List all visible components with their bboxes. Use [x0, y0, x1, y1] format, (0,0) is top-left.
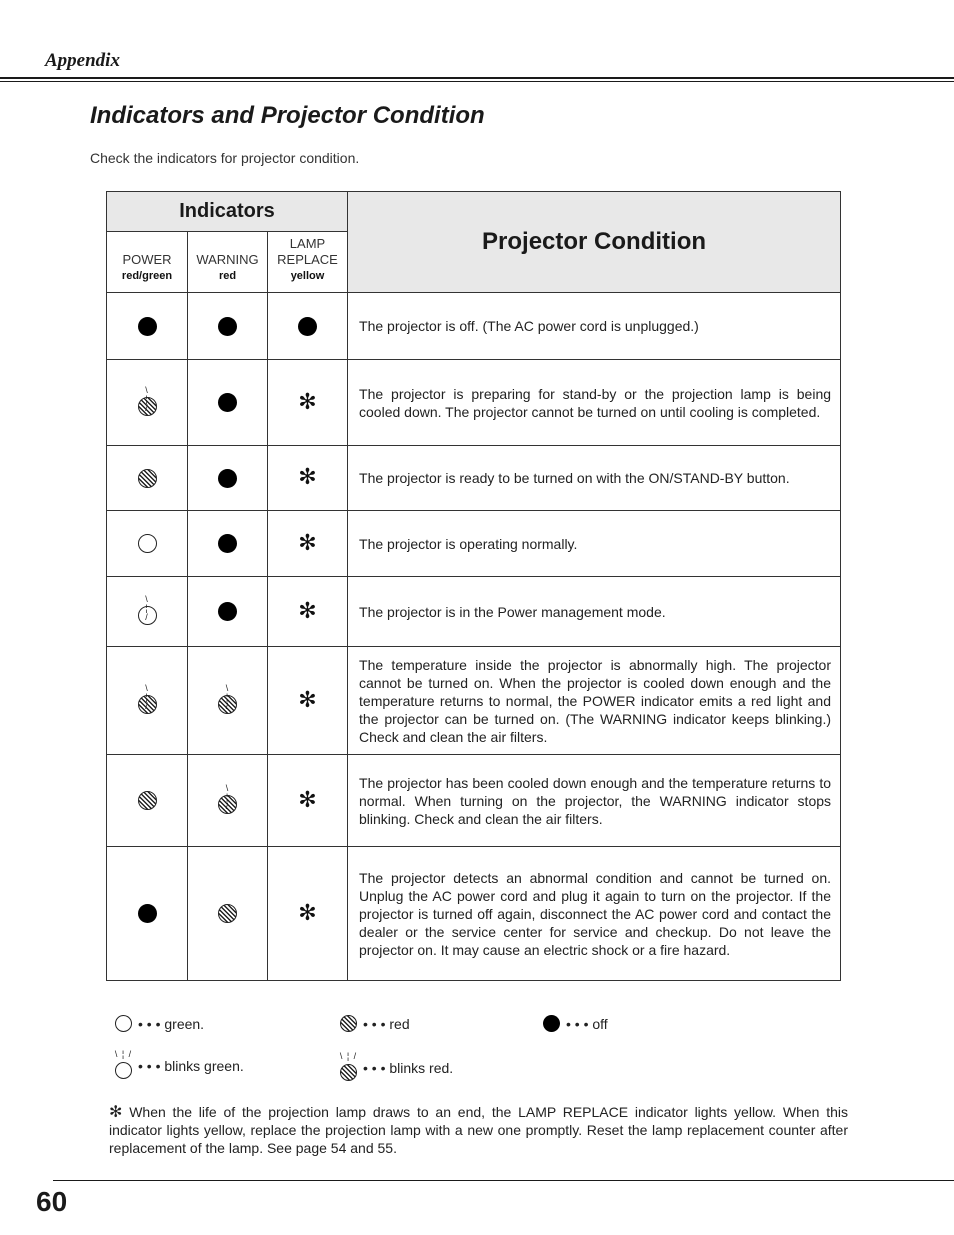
table-row — [107, 755, 841, 847]
off-led-icon — [218, 469, 237, 486]
blink-green-led-icon: \ ¦ / — [115, 1053, 132, 1079]
lamp-indicator-cell — [268, 647, 348, 755]
warning-indicator-cell — [188, 360, 268, 446]
asterisk-icon: ✻ — [298, 687, 317, 713]
condition-text: The projector is preparing for stand-by or the projection lamp is being cooled down. The projector cannot be turned on until cooling is completed. — [348, 360, 841, 446]
off-led-icon — [218, 317, 237, 334]
warning-indicator-cell — [188, 847, 268, 981]
indicators-header: Indicators — [107, 192, 348, 232]
power-indicator-cell — [107, 446, 188, 511]
lamp-indicator-cell — [268, 511, 348, 577]
legend-green — [115, 1015, 204, 1032]
warning-indicator-cell — [188, 446, 268, 511]
indicator-table — [106, 191, 841, 981]
off-led-icon — [218, 535, 237, 552]
table-row — [107, 511, 841, 577]
lamp-indicator-cell — [268, 293, 348, 360]
column-header-0 — [107, 232, 188, 293]
header-rule-thin — [0, 81, 954, 82]
green-led-icon — [138, 535, 157, 552]
legend-red-label: • • • red — [363, 1015, 410, 1032]
lamp-indicator-cell — [268, 446, 348, 511]
off-led-icon — [298, 317, 317, 334]
off-led-icon — [218, 603, 237, 620]
table-row — [107, 446, 841, 511]
column-color: red/green — [121, 270, 173, 282]
column-name: WARNING — [196, 252, 259, 267]
legend-off-label: • • • off — [566, 1015, 608, 1032]
power-indicator-cell — [107, 360, 188, 446]
blink-red-led-icon: \ ¦ / — [340, 1055, 357, 1081]
lamp-footnote — [109, 1103, 848, 1157]
power-indicator-cell — [107, 511, 188, 577]
condition-text: The projector is operating normally. — [348, 511, 841, 577]
page-number: 60 — [36, 1186, 68, 1217]
red-led-icon — [138, 792, 157, 809]
column-name: POWER — [122, 252, 172, 267]
off-led-icon — [218, 394, 237, 411]
legend-blink-red — [339, 1051, 454, 1081]
warning-indicator-cell — [188, 577, 268, 647]
lamp-indicator-cell — [268, 847, 348, 981]
table-row — [107, 647, 841, 755]
lamp-indicator-cell — [268, 577, 348, 647]
red-led-icon — [340, 1015, 357, 1032]
condition-text: The projector is in the Power management mode. — [348, 577, 841, 647]
column-name: LAMP REPLACE — [277, 236, 338, 267]
asterisk-icon: ✻ — [298, 465, 317, 490]
warning-indicator-cell — [188, 647, 268, 755]
condition-text: The projector detects an abnormal condition and cannot be turned on. Unplug the AC power cord and plug it again to turn on the projector. If the projector is turned off again, disconnect the AC power cord and contact the dealer or the service center for service and checkup. Do not leave the projector on. It may cause an electric shock or a fire hazard. — [348, 847, 841, 981]
off-led-icon — [138, 905, 157, 922]
green-led-icon — [115, 1015, 132, 1032]
column-header-1 — [188, 232, 268, 293]
blink-red-led-icon: \ ¦ / — [218, 687, 237, 714]
legend-blink-green — [114, 1049, 244, 1079]
asterisk-icon: ✻ — [298, 530, 317, 556]
condition-text: The projector is off. (The AC power cord is unplugged.) — [348, 293, 841, 360]
footer-rule — [53, 1180, 954, 1181]
warning-indicator-cell — [188, 293, 268, 360]
power-indicator-cell — [107, 847, 188, 981]
footnote-text: When the life of the projection lamp draws to an end, the LAMP REPLACE indicator lights yellow. When this indicator lights yellow, replace the projection lamp with a new one promptly. Reset the lamp replacement counter after replacement of the lamp. See page 54 and 55. — [109, 1104, 848, 1156]
table-row — [107, 360, 841, 446]
column-color: yellow — [290, 270, 325, 282]
power-indicator-cell — [107, 293, 188, 360]
off-led-icon — [138, 317, 157, 334]
column-header-2 — [268, 232, 348, 293]
condition-text: The projector is ready to be turned on with the ON/STAND-BY button. — [348, 446, 841, 511]
warning-indicator-cell — [188, 755, 268, 847]
legend-red — [340, 1015, 410, 1032]
table-row — [107, 847, 841, 981]
asterisk-icon: ✻ — [109, 1102, 123, 1121]
legend-blink-red-label: • • • blinks red. — [363, 1059, 454, 1076]
asterisk-icon: ✻ — [298, 389, 317, 415]
off-led-icon — [543, 1015, 560, 1032]
page-title: Indicators and Projector Condition — [90, 102, 485, 129]
power-indicator-cell — [107, 755, 188, 847]
blink-red-led-icon: \ ¦ / — [138, 389, 157, 416]
column-color: red — [218, 270, 237, 282]
blink-green-led-icon: \ ¦ / — [138, 598, 157, 625]
legend-off — [543, 1015, 608, 1032]
lamp-indicator-cell — [268, 360, 348, 446]
power-indicator-cell — [107, 577, 188, 647]
blink-red-led-icon: \ ¦ / — [218, 787, 237, 814]
asterisk-icon: ✻ — [298, 900, 317, 926]
intro-text: Check the indicators for projector condition. — [90, 150, 360, 166]
legend-blink-green-label: • • • blinks green. — [138, 1057, 244, 1074]
blink-red-led-icon: \ ¦ / — [138, 687, 157, 714]
condition-header: Projector Condition — [348, 192, 841, 293]
red-led-icon — [218, 905, 237, 922]
section-header: Appendix — [45, 50, 120, 71]
condition-text: The temperature inside the projector is abnormally high. The projector cannot be turned on. When the projector is cooled down enough and the temperature returns to normal, the POWER indicator emits a red light and the projector can be turned on. (The WARNING indicator keeps blinking.) Check and clean the air filters. — [348, 647, 841, 755]
condition-text: The projector has been cooled down enough and the temperature returns to normal. When turning on the projector, the WARNING indicator stops blinking. Check and clean the air filters. — [348, 755, 841, 847]
header-rule — [0, 77, 954, 79]
asterisk-icon: ✻ — [298, 787, 317, 813]
table-row — [107, 293, 841, 360]
table-row — [107, 577, 841, 647]
lamp-indicator-cell — [268, 755, 348, 847]
power-indicator-cell — [107, 647, 188, 755]
legend-green-label: • • • green. — [138, 1015, 205, 1032]
red-led-icon — [138, 469, 157, 486]
warning-indicator-cell — [188, 511, 268, 577]
asterisk-icon: ✻ — [298, 598, 317, 624]
